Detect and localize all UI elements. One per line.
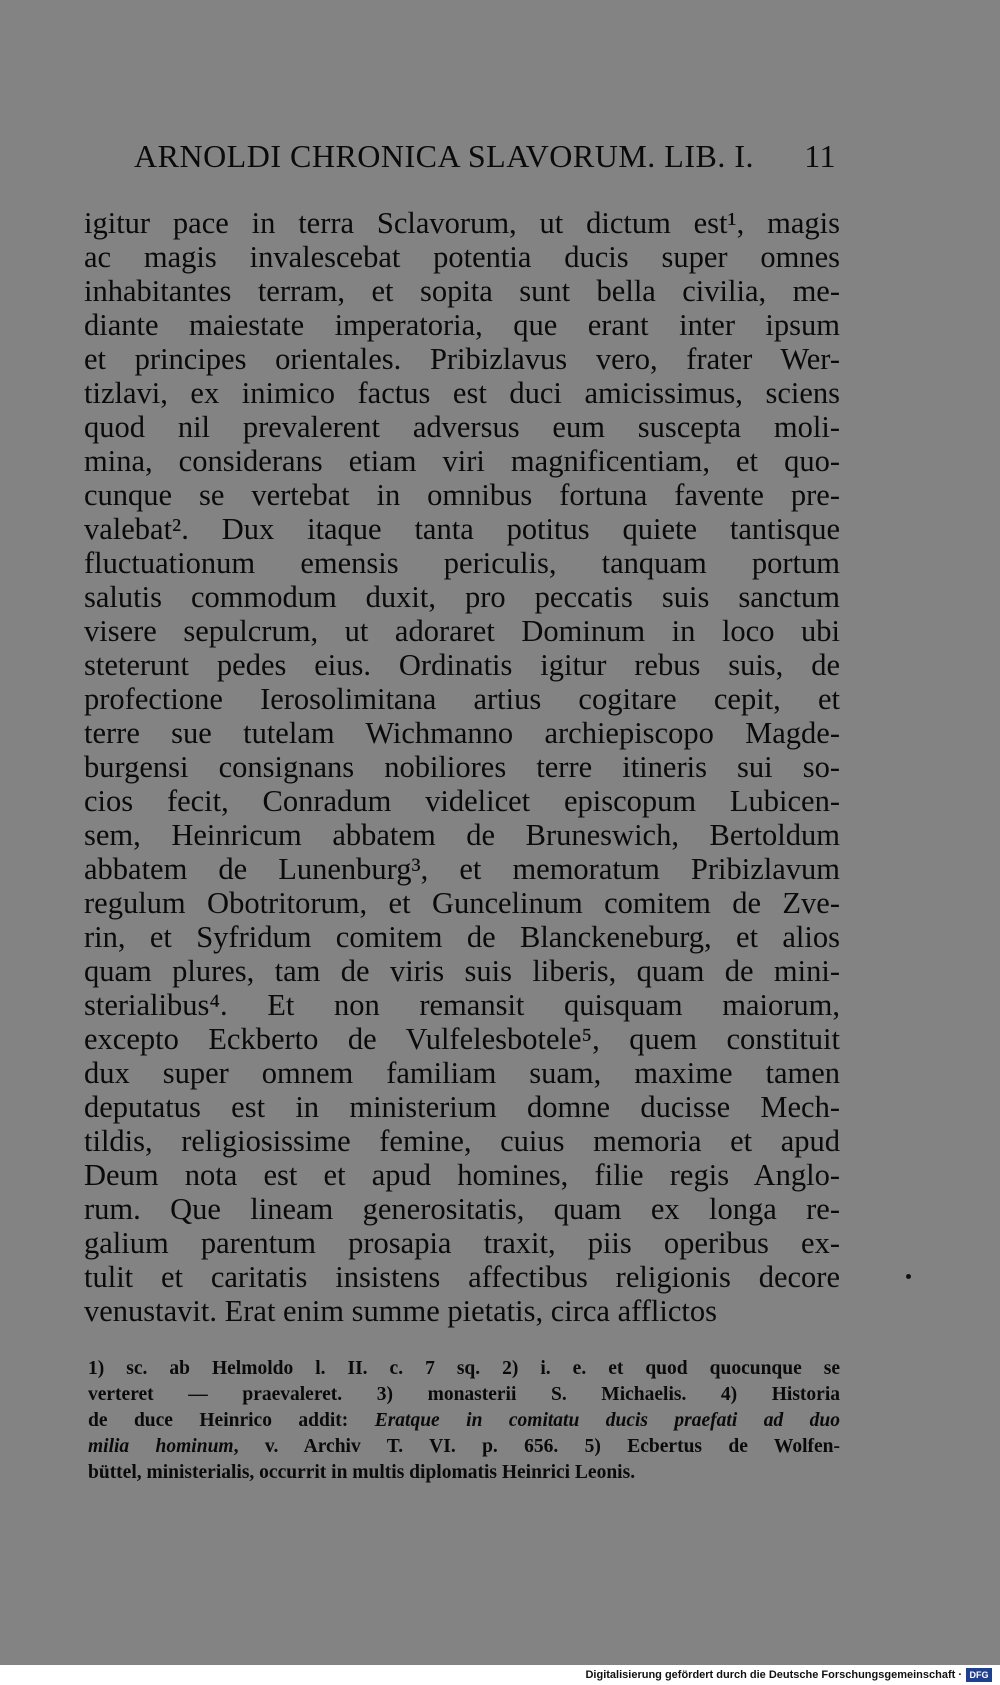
text-line: diante maiestate imperatoria, que erant inter ipsum (84, 308, 840, 342)
dfg-logo: DFG (966, 1668, 992, 1682)
text-line: profectione Ierosolimitana artius cogitare cepit, et (84, 682, 840, 716)
footnote-line (88, 1408, 840, 1434)
text-line: rum. Que lineam generositatis, quam ex longa re- (84, 1192, 840, 1226)
footnote-quote: milia hominum (88, 1436, 234, 1457)
running-head (134, 136, 836, 176)
text-line: fluctuationum emensis periculis, tanquam portum (84, 546, 840, 580)
scan-speck (906, 1274, 911, 1279)
text-line: rin, et Syfridum comitem de Blanckeneburg, et alios (84, 920, 840, 954)
text-line: dux super omnem familiam suam, maxime tamen (84, 1056, 840, 1090)
running-title: ARNOLDI CHRONICA SLAVORUM. LIB. I. (134, 138, 754, 174)
text-line: deputatus est in ministerium domne ducisse Mech- (84, 1090, 840, 1124)
text-line: inhabitantes terram, et sopita sunt bella civilia, me- (84, 274, 840, 308)
page-number: 11 (804, 138, 836, 174)
funding-credit: Digitalisierung gefördert durch die Deutsche Forschungsgemeinschaft · (585, 1669, 962, 1681)
text-line: cunque se vertebat in omnibus fortuna favente pre- (84, 478, 840, 512)
text-line: abbatem de Lunenburg³, et memoratum Pribizlavum (84, 852, 840, 886)
footnote-line: verteret — praevaleret. 3) monasterii S. Michaelis. 4) Historia (88, 1384, 840, 1405)
body-text (84, 206, 840, 1328)
text-line: tizlavi, ex inimico factus est duci amicissimus, sciens (84, 376, 840, 410)
text-line: valebat². Dux itaque tanta potitus quiete tantisque (84, 512, 840, 546)
text-line: et principes orientales. Pribizlavus vero, frater Wer- (84, 342, 840, 376)
text-line: cios fecit, Conradum videlicet episcopum Lubicen- (84, 784, 840, 818)
footnote-line: büttel, ministerialis, occurrit in multis diplomatis Heinrici Leonis. (88, 1462, 636, 1483)
text-line: burgensi consignans nobiliores terre itineris sui so- (84, 750, 840, 784)
text-line: mina, considerans etiam viri magnificentiam, et quo- (84, 444, 840, 478)
text-line: terre sue tutelam Wichmanno archiepiscopo Magde- (84, 716, 840, 750)
text-line: salutis commodum duxit, pro peccatis suis sanctum (84, 580, 840, 614)
text-line: tulit et caritatis insistens affectibus religionis decore (84, 1260, 840, 1294)
text-line: igitur pace in terra Sclavorum, ut dictum est¹, magis (84, 206, 840, 240)
text-line: steterunt pedes eius. Ordinatis igitur rebus suis, de (84, 648, 840, 682)
footnote-quote: Eratque in comitatu ducis praefati ad duo (374, 1410, 840, 1431)
text-line: tildis, religiosissime femine, cuius memoria et apud (84, 1124, 840, 1158)
text-line: galium parentum prosapia traxit, piis operibus ex- (84, 1226, 840, 1260)
text-line: quam plures, tam de viris suis liberis, quam de mini- (84, 954, 840, 988)
text-line: ac magis invalescebat potentia ducis super omnes (84, 240, 840, 274)
footnote-text: de duce Heinrico addit: (88, 1410, 375, 1431)
text-line: Deum nota est et apud homines, filie regis Anglo- (84, 1158, 840, 1192)
text-line: visere sepulcrum, ut adoraret Dominum in loco ubi (84, 614, 840, 648)
text-line: regulum Obotritorum, et Guncelinum comitem de Zve- (84, 886, 840, 920)
text-line: excepto Eckberto de Vulfelesbotele⁵, quem constituit (84, 1022, 840, 1056)
footnotes (88, 1356, 840, 1486)
text-line: venustavit. Erat enim summe pietatis, circa afflictos (84, 1294, 717, 1328)
text-line: sem, Heinricum abbatem de Bruneswich, Bertoldum (84, 818, 840, 852)
footnote-line (88, 1434, 840, 1460)
text-line: sterialibus⁴. Et non remansit quisquam maiorum, (84, 988, 840, 1022)
footnote-text: , v. Archiv T. VI. p. 656. 5) Ecbertus de Wolfen- (233, 1436, 840, 1457)
text-line: quod nil prevalerent adversus eum suscepta moli- (84, 410, 840, 444)
footnote-line: 1) sc. ab Helmoldo l. II. c. 7 sq. 2) i. e. et quod quocunque se (88, 1358, 840, 1379)
